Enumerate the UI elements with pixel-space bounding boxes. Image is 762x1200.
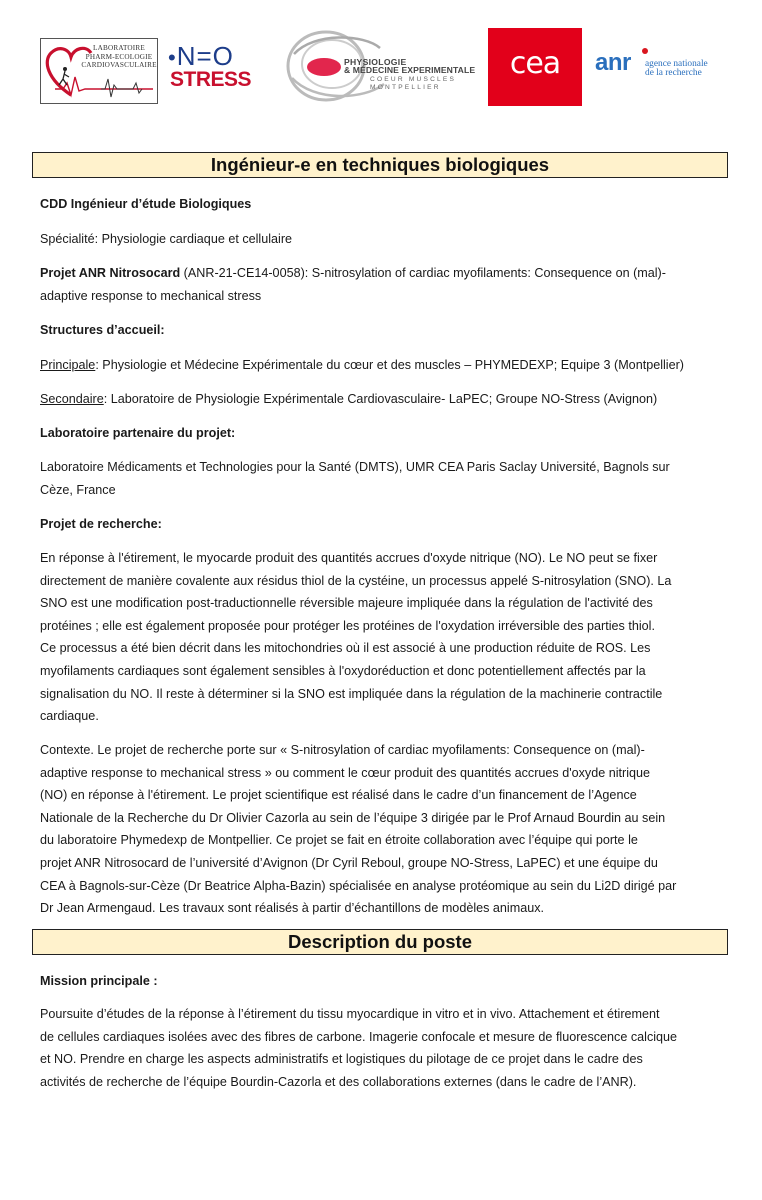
mission-heading: Mission principale : <box>40 974 158 988</box>
structures-heading: Structures d’accueil: <box>40 323 165 337</box>
anr-dot-icon <box>642 48 648 54</box>
contract-type: CDD Ingénieur d’étude Biologiques <box>40 197 252 211</box>
research-heading: Projet de recherche: <box>40 517 162 531</box>
no-stress-logo-word: STRESS <box>170 68 252 91</box>
no-stress-logo <box>168 42 264 102</box>
structure-principal: Principale: Physiologie et Médecine Expérimentale du cœur et des muscles – PHYMEDEXP; Equipe 3 (Montpellier) <box>40 358 684 372</box>
mission-text: Poursuite d’études de la réponse à l’étirement du tissu myocardique in vitro et in vivo. Attachement et étirement de cellules cardiaques isolées avec des fibres de carbone. Imagerie confocale et mesure de fluorescence calcique et NO. Prendre en charge les aspects administratifs et logistiques du pilotage de ce projet dans le cadre des activités de recherche de l’équipe Bourdin-Cazorla et des collaborations externes (dans le cadre de l’ANR). <box>40 1007 678 1089</box>
speciality: Spécialité: Physiologie cardiaque et cellulaire <box>40 232 293 246</box>
partner-text: Laboratoire Médicaments et Technologies pour la Santé (DMTS), UMR CEA Paris Saclay Université, Bagnols sur Cèze, France <box>40 460 670 497</box>
partner-logos <box>40 26 730 108</box>
no-stress-logo-mark: •N=O <box>168 41 234 71</box>
context-paragraph: Contexte. Le projet de recherche porte sur « S-nitrosylation of cardiac myofilaments: Consequence on (mal)- adaptive response to mechanical stress » ou comment le cœur produit des quantités accrues d'oxyde nitrique (NO) en réponse à l'étirement. Le projet scientifique est réalisé dans le cadre d’un financement de l’Agence Nationale de la Recherche du Dr Olivier Cazorla au sein de l’équipe 3 dirigée par le Prof Arnaud Bourdin au sein du laboratoire Phymedexp de Montpellier. Ce projet se fait en étroite collaboration avec l’équipe qui porte le projet ANR Nitrosocard de l’université d’Avignon (Dr Cyril Reboul, groupe NO-Stress, LaPEC) et une équipe du CEA à Bagnols-sur-Cèze (Dr Beatrice Alpha-Bazin) spécialisée en analyse protéomique au sein du Li2D dirigé par Dr Jean Armengaud. Les travaux sont réalisés à partir d’échantillons de modèles animaux. <box>40 743 677 916</box>
lapec-logo <box>40 38 158 104</box>
lapec-logo-text: LABORATOIRE PHARM-ECOLOGIE CARDIOVASCULAIRE <box>81 44 157 70</box>
project-label: Projet ANR Nitrosocard <box>40 266 181 280</box>
description-title-bar: Description du poste <box>32 929 728 955</box>
phymedexp-logo: PHYSIOLOGIE & MÉDECINE EXPERIMENTALE COEUR MUSCLES MONTPELLIER <box>284 26 480 106</box>
research-paragraph: En réponse à l'étirement, le myocarde produit des quantités accrues d'oxyde nitrique (NO). Le NO peut se fixer directement de manière covalente aux résidus thiol de la cystéine, un processus appelé S-nitrosylation (SNO). La SNO est une modification post-traductionnelle réversible majeure impliquée dans la régulation de l'activité des protéines ; elle est également proposée pour protéger les protéines de l'oxydation irréversible des parties thiol. Ce processus a été bien décrit dans les mitochondries où il est associé à une production réduite de ROS. Les myofilaments cardiaques sont également sensibles à l'oxydoréduction et donc potentiellement affectés par la signalisation du NO. Il reste à déterminer si la SNO est impliquée dans la régulation de la machinerie contractile cardiaque. <box>40 551 672 724</box>
cea-logo: cea <box>488 28 582 106</box>
job-title-bar: Ingénieur-e en techniques biologiques <box>32 152 728 178</box>
anr-logo: anr agence nationale de la recherche <box>595 49 708 78</box>
structure-secondary: Secondaire: Laboratoire de Physiologie Expérimentale Cardiovasculaire- LaPEC; Groupe NO-Stress (Avignon) <box>40 392 658 406</box>
partner-heading: Laboratoire partenaire du projet: <box>40 426 236 440</box>
project-info: Projet ANR Nitrosocard (ANR-21-CE14-0058): S-nitrosylation of cardiac myofilaments: Consequence on (mal)- adaptive response to mechanical stress <box>40 266 666 303</box>
